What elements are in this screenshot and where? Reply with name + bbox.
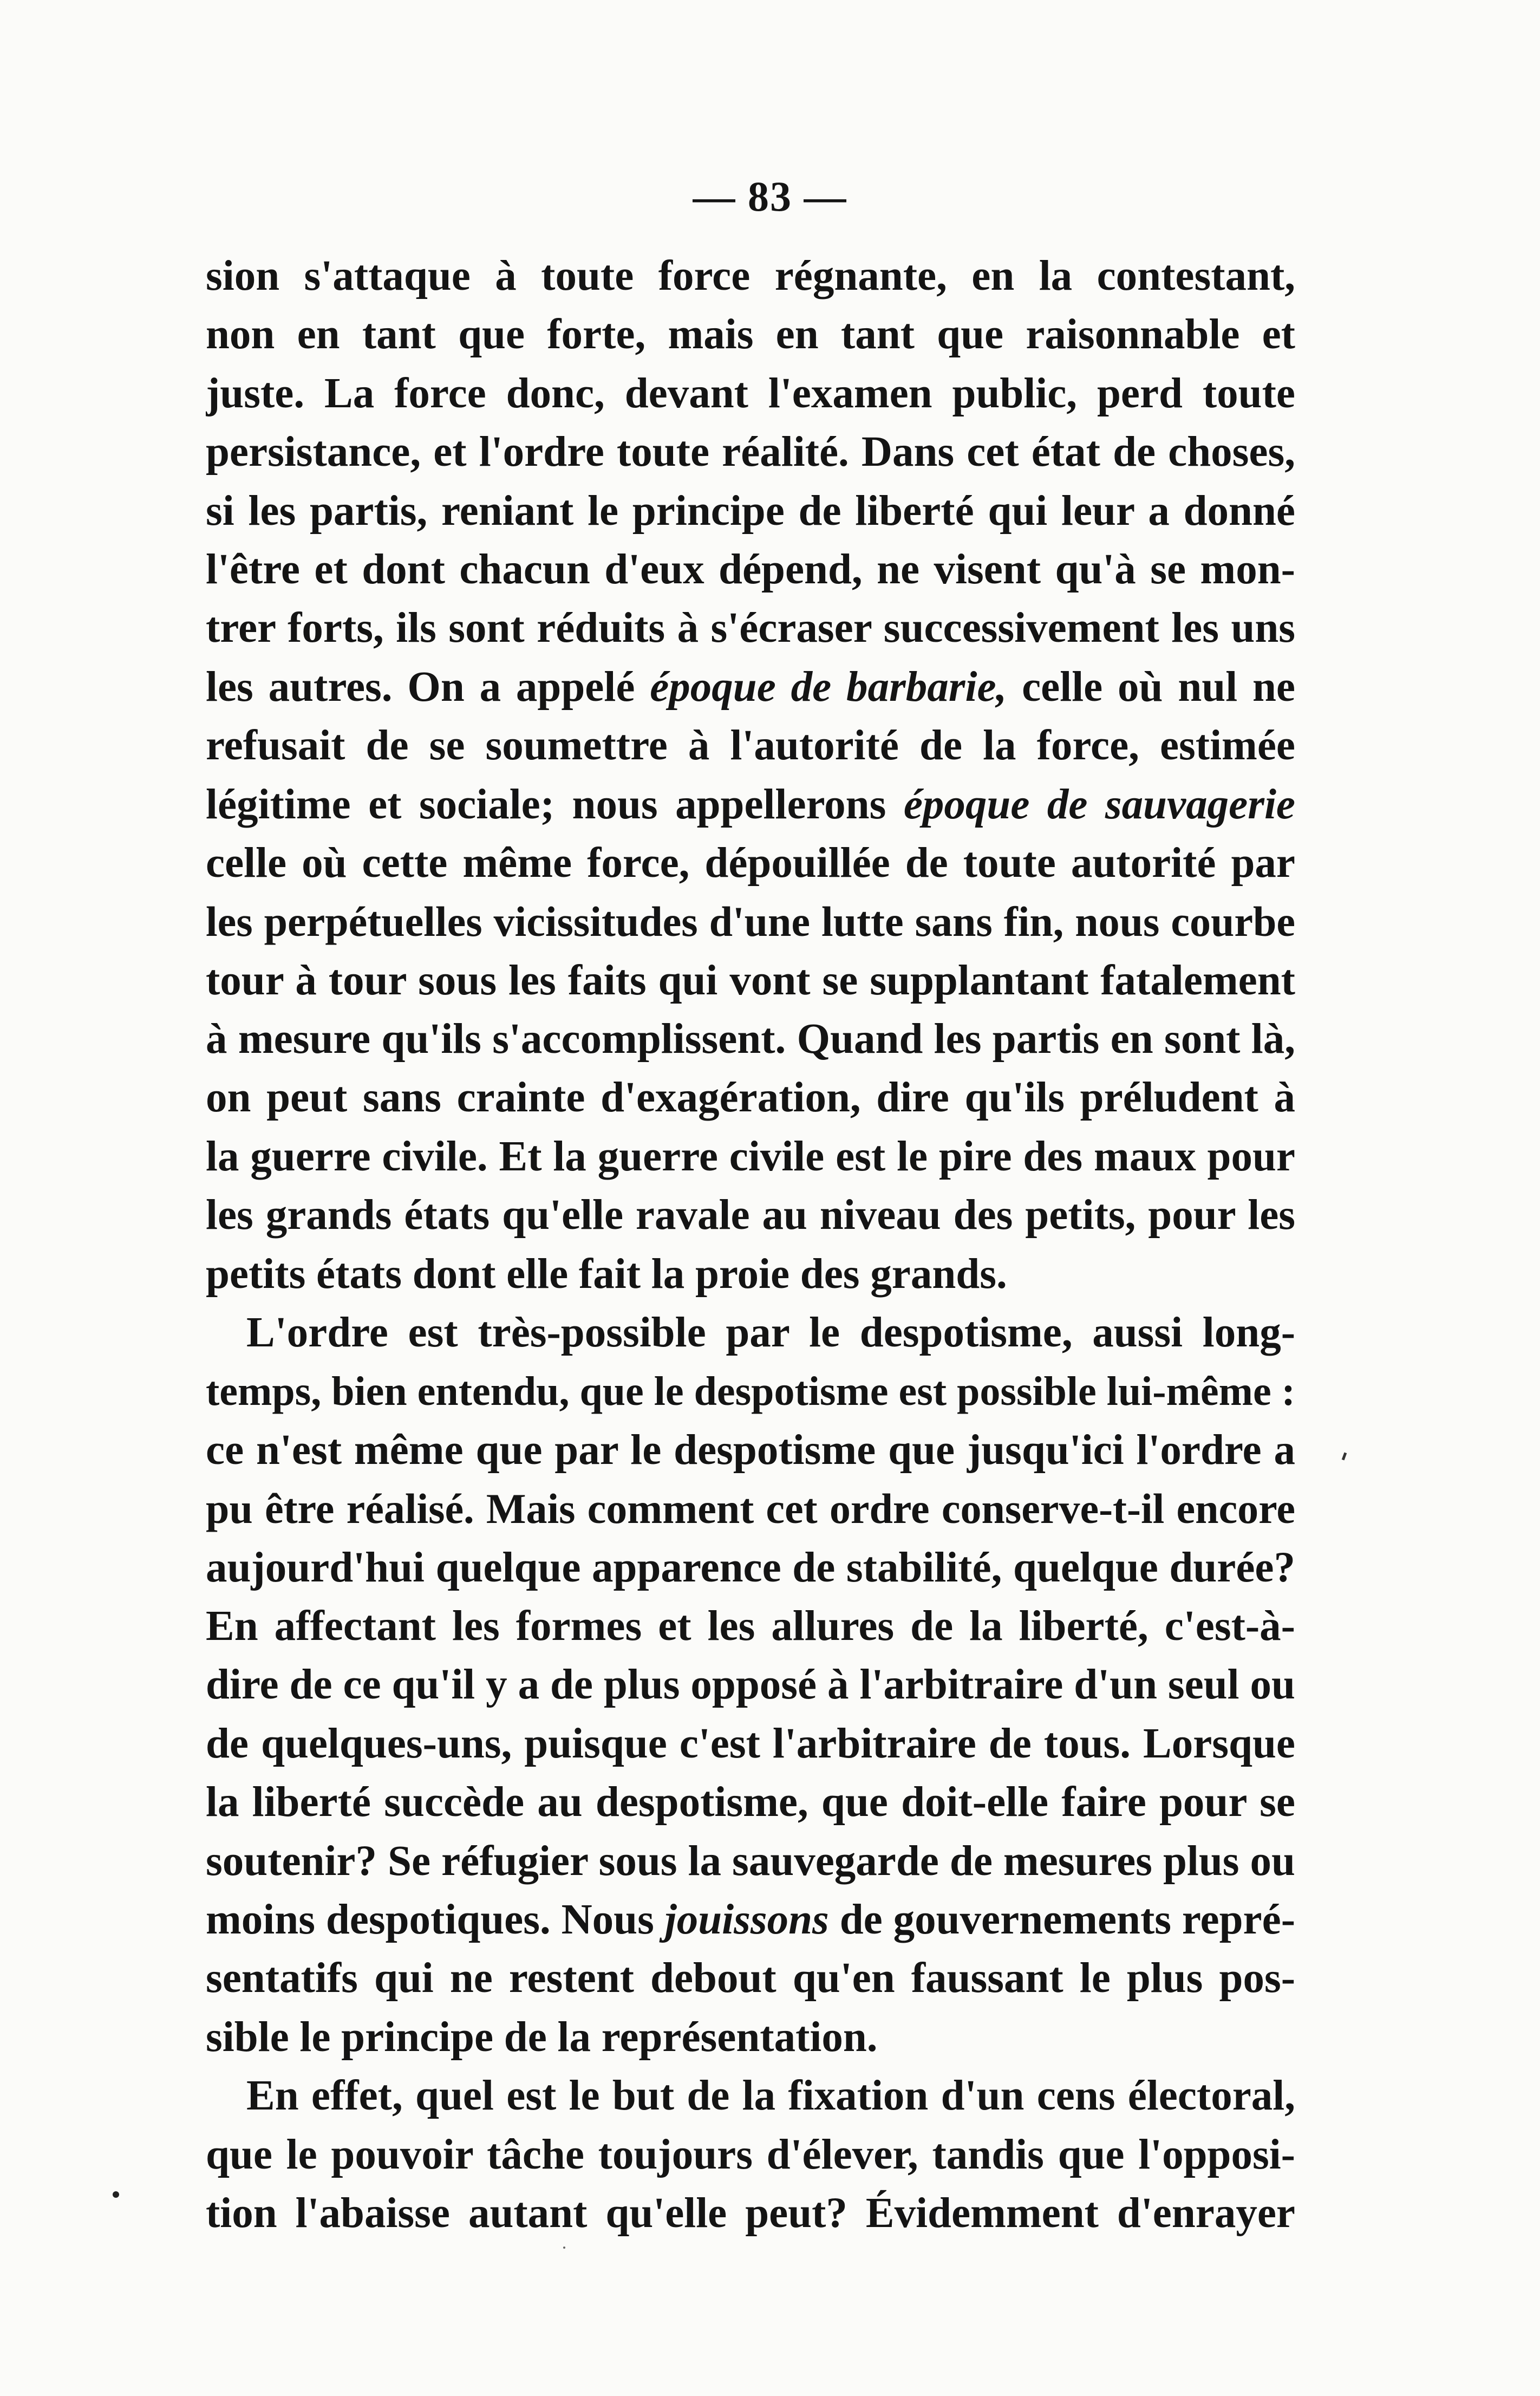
text-line: dire de ce qu'il y a de plus opposé à l'arbitraire d'un seul ou	[206, 1661, 1295, 1709]
text-line: En affectant les formes et les allures de la liberté, c'est-à-	[206, 1602, 1295, 1650]
text-line: sentatifs qui ne restent debout qu'en faussant le plus pos-	[206, 1955, 1295, 2002]
italic-phrase: époque de sauvagerie	[903, 780, 1295, 828]
text-line: soutenir? Se réfugier sous la sauvegarde de mesures plus ou	[206, 1837, 1295, 1885]
text-line: les grands états qu'elle ravale au niveau des petits, pour les	[206, 1192, 1295, 1239]
italic-phrase: jouissons	[664, 1896, 829, 1943]
text-line: persistance, et l'ordre toute réalité. Dans cet état de choses,	[206, 428, 1295, 476]
text-line: la guerre civile. Et la guerre civile est le pire des maux pour	[206, 1132, 1295, 1180]
text-line: l'être et dont chacun d'eux dépend, ne visent qu'à se mon-	[206, 545, 1295, 593]
margin-dot	[113, 2191, 119, 2198]
paper-speck	[563, 2247, 565, 2249]
text-line: de quelques-uns, puisque c'est l'arbitraire de tous. Lorsque	[206, 1720, 1295, 1767]
text-segment: légitime et sociale; nous appellerons	[206, 780, 904, 828]
text-line: juste. La force donc, devant l'examen public, perd toute	[206, 369, 1295, 417]
text-line: à mesure qu'ils s'accomplissent. Quand les partis en sont là,	[206, 1015, 1295, 1063]
body-text	[206, 247, 1295, 2243]
text-line: trer forts, ils sont réduits à s'écraser successivement les uns	[206, 604, 1295, 652]
text-line: refusait de se soumettre à l'autorité de la force, estimée	[206, 722, 1295, 770]
text-line: temps, bien entendu, que le despotisme est possible lui-même :	[206, 1369, 1295, 1415]
page-number: — 83 —	[693, 173, 847, 220]
text-line: sible le principe de la représentation.	[206, 2013, 878, 2061]
text-segment: de gouvernements repré-	[828, 1896, 1295, 1943]
text-line: aujourd'hui quelque apparence de stabilité, quelque durée?	[206, 1544, 1295, 1591]
text-line	[206, 1891, 1295, 1949]
italic-phrase: époque de barbarie,	[650, 663, 1007, 711]
text-line	[206, 658, 1295, 717]
text-line	[206, 776, 1295, 834]
text-line: tour à tour sous les faits qui vont se supplantant fatalement	[206, 956, 1295, 1004]
text-line: si les partis, reniant le principe de liberté qui leur a donné	[206, 487, 1295, 535]
text-line: non en tant que forte, mais en tant que raisonnable et	[206, 311, 1295, 359]
text-line: ce n'est même que par le despotisme que jusqu'ici l'ordre a	[206, 1426, 1295, 1474]
margin-mark	[1342, 1453, 1347, 1461]
text-line: pu être réalisé. Mais comment cet ordre conserve-t-il encore	[206, 1485, 1295, 1533]
text-line: petits états dont elle fait la proie des grands.	[206, 1250, 1007, 1298]
text-line: celle où cette même force, dépouillée de toute autorité par	[206, 839, 1295, 887]
text-line: sion s'attaque à toute force régnante, en la contestant,	[206, 252, 1295, 300]
text-segment: les autres. On a appelé	[206, 663, 650, 711]
text-line: que le pouvoir tâche toujours d'élever, tandis que l'opposi-	[206, 2131, 1295, 2178]
text-line: la liberté succède au despotisme, que doit-elle faire pour se	[206, 1779, 1295, 1826]
text-segment: moins despotiques. Nous	[206, 1896, 665, 1943]
text-line: on peut sans crainte d'exagération, dire qu'ils préludent à	[206, 1074, 1295, 1122]
text-line: tion l'abaisse autant qu'elle peut? Évidemment d'enrayer	[206, 2189, 1295, 2237]
text-line: L'ordre est très-possible par le despotisme, aussi long-	[246, 1309, 1295, 1357]
text-line: les perpétuelles vicissitudes d'une lutte sans fin, nous courbe	[206, 898, 1295, 946]
text-segment: celle où nul ne	[1007, 663, 1295, 711]
text-line: En effet, quel est le but de la fixation d'un cens électoral,	[246, 2072, 1295, 2120]
